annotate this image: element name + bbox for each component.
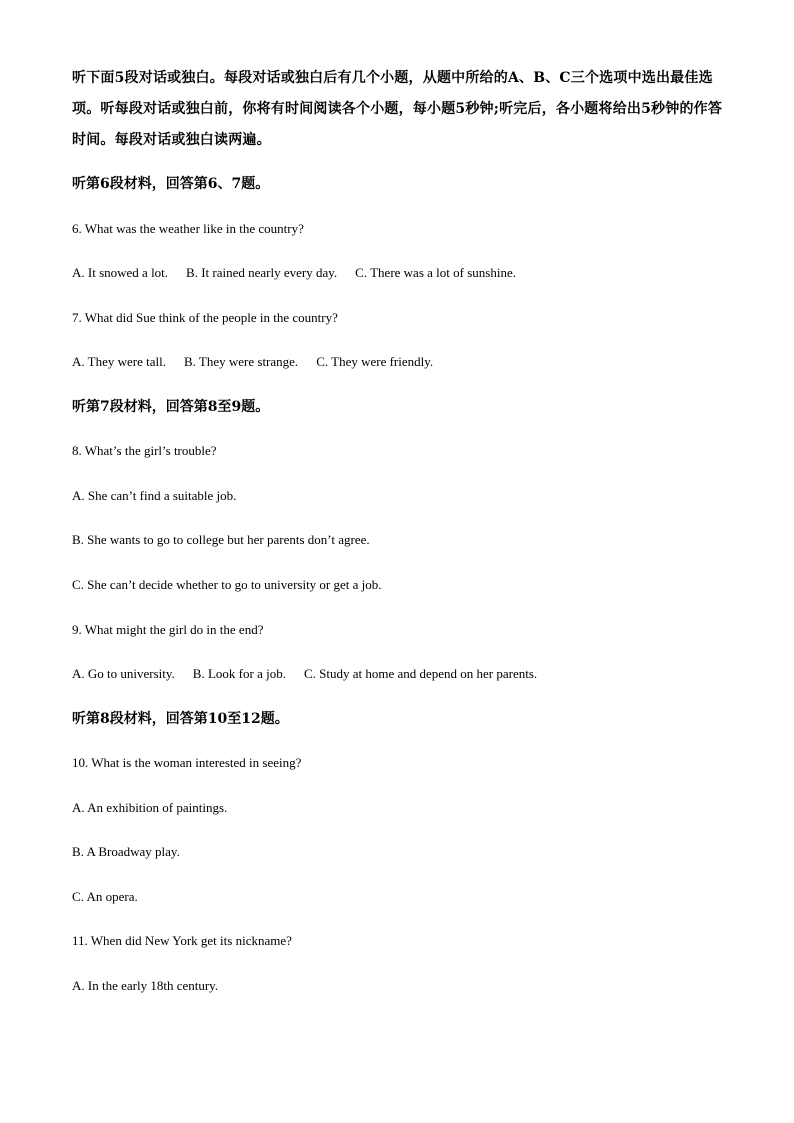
section-title-6: 听第6段材料，回答第6、7题。	[72, 176, 270, 192]
question-6-option-c: C. There was a lot of sunshine.	[355, 265, 516, 280]
section-title-8: 听第8段材料，回答第10至12题。	[72, 711, 289, 727]
question-9: 9. What might the girl do in the end?	[72, 622, 264, 637]
question-7: 7. What did Sue think of the people in the country?	[72, 310, 338, 325]
question-7-option-b: B. They were strange.	[183, 354, 299, 369]
question-6-option-b: B. It rained nearly every day.	[186, 265, 338, 280]
question-8-option-a: A. She can’t find a suitable job.	[72, 488, 237, 503]
question-9-options	[72, 665, 555, 683]
question-9-option-c: C. Study at home and depend on her parents.	[303, 666, 538, 681]
question-11: 11. When did New York get its nickname?	[72, 933, 292, 948]
question-6-options	[72, 264, 534, 282]
question-6-option-a: A. It snowed a lot.	[72, 265, 169, 280]
question-10-option-c: C. An opera.	[72, 889, 138, 904]
question-8-option-b: B. She wants to go to college but her parents don’t agree.	[72, 532, 370, 547]
question-7-options	[72, 353, 451, 371]
question-9-option-a: A. Go to university.	[72, 666, 175, 681]
question-6: 6. What was the weather like in the country?	[72, 221, 304, 236]
section-title-7: 听第7段材料，回答第8至9题。	[72, 399, 270, 415]
question-8-option-c: C. She can’t decide whether to go to university or get a job.	[72, 577, 382, 592]
question-8: 8. What’s the girl’s trouble?	[72, 443, 217, 458]
question-9-option-b: B. Look for a job.	[192, 666, 286, 681]
document-page	[72, 63, 726, 993]
question-7-option-c: C. They were friendly.	[316, 354, 434, 369]
question-10-option-b: B. A Broadway play.	[72, 844, 180, 859]
question-10: 10. What is the woman interested in seeing?	[72, 755, 302, 770]
instructions-paragraph: 听下面5段对话或独白。每段对话或独白后有几个小题，从题中所给的A、B、C三个选项中选出最佳选项。听每段对话或独白前，你将有时间阅读各个小题，每小题5秒钟;听完后，各小题将给出5秒钟的作答时间。每段对话或独白读两遍。	[72, 70, 723, 148]
question-10-option-a: A. An exhibition of paintings.	[72, 800, 228, 815]
question-7-option-a: A. They were tall.	[72, 354, 166, 369]
question-11-option-a: A. In the early 18th century.	[72, 978, 219, 993]
